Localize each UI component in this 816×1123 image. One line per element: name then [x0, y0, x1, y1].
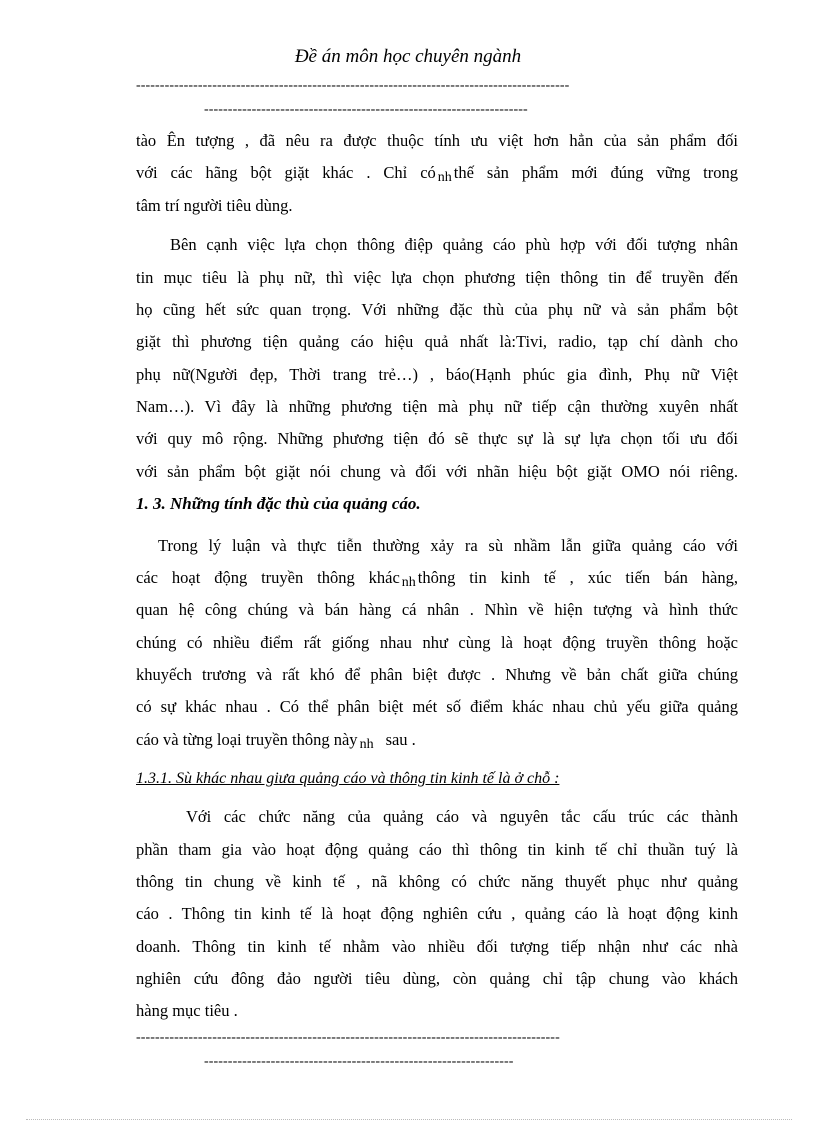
text-segment: với các hãng bột giặt khác . Chỉ có: [136, 163, 436, 182]
text-line: có sự khác nhau . Có thể phân biệt mét số điểm khác nhau chủ yếu giữa quảng: [136, 697, 738, 716]
text-line: phụ nữ(Người đẹp, Thời trang trẻ…) , báo(Hạnh phúc gia đình, Phụ nữ Việt: [136, 365, 738, 384]
text-line: phần tham gia vào hoạt động quảng cáo thì thông tin kinh tế chỉ thuần tuý là: [136, 840, 738, 859]
text-line: Nam…). Vì đây là những phương tiện mà phụ nữ tiếp cận thường xuyên nhất: [136, 397, 738, 416]
page-header-title: Đề án môn học chuyên ngành: [294, 46, 522, 67]
text-line: [136, 567, 738, 594]
text-segment: cáo và từng loại truyền thông này: [136, 730, 358, 749]
text-line: cáo . Thông tin kinh tế là hoạt động nghiên cứu , quảng cáo là hoạt động kinh: [136, 904, 738, 923]
text-segment: các hoạt động truyền thông khác: [136, 568, 400, 587]
text-line: Với các chức năng của quảng cáo và nguyên tắc cấu trúc các thành: [186, 807, 738, 826]
text-line: họ cũng hết sức quan trọng. Với những đặc thù của phụ nữ và sản phẩm bột: [136, 300, 738, 319]
page-bottom-border: [26, 1119, 792, 1120]
section-heading-1-3-1: 1.3.1. Sù khác nhau giưa quảng cáo và thông tin kinh tế là ở chỗ :: [136, 770, 560, 787]
text-line: tâm trí người tiêu dùng.: [136, 196, 293, 215]
header-rule-1: -------------------------------------------------------------------------------------------: [136, 78, 570, 93]
text-segment: sau .: [385, 730, 416, 749]
footer-rule-2: -----------------------------------------------------------------: [204, 1054, 514, 1069]
text-line: chúng có nhiều điểm rất giống nhau như cùng là hoạt động truyền thông hoặc: [136, 633, 738, 652]
text-segment: nh: [359, 737, 374, 752]
text-line: tào Ên tượng , đã nêu ra được thuộc tính ưu việt hơn hẳn của sản phẩm đối: [136, 131, 738, 150]
footer-rule-1: -----------------------------------------------------------------------------------------: [136, 1030, 560, 1045]
text-line: thông tin chung về kinh tế , nã không có chức năng thuyết phục như quảng: [136, 872, 738, 891]
text-line: tin mục tiêu là phụ nữ, thì việc lựa chọn phương tiện thông tin để truyền đến: [136, 268, 738, 287]
text-segment: thế sản phẩm mới đúng vững trong: [453, 163, 738, 182]
text-line: [136, 729, 738, 756]
text-line: quan hệ công chúng và bán hàng cá nhân . Nhìn về hiện tượng và hình thức: [136, 600, 738, 619]
text-line: với sản phẩm bột giặt nói chung và đối với nhãn hiệu bột giặt OMO nói riêng.: [136, 462, 738, 481]
text-line: với quy mô rộng. Những phương tiện đó sẽ thực sự là sự lựa chọn tối ưu đối: [136, 429, 738, 448]
text-line: khuyếch trương và rất khó để phân biệt được . Nhưng về bản chất giữa chúng: [136, 665, 738, 684]
header-rule-2: --------------------------------------------------------------------: [204, 102, 528, 117]
text-segment: nh: [401, 575, 416, 590]
text-segment: nh: [437, 170, 452, 185]
text-line: nghiên cứu đông đảo người tiêu dùng, còn quảng chỉ tập chung vào khách: [136, 969, 738, 988]
text-line: hàng mục tiêu .: [136, 1001, 238, 1020]
text-line: Bên cạnh việc lựa chọn thông điệp quảng cáo phù hợp với đối tượng nhân: [170, 235, 738, 254]
text-line: giặt thì phương tiện quảng cáo hiệu quả nhất là:Tivi, radio, tạp chí dành cho: [136, 332, 738, 351]
text-line: [136, 162, 738, 189]
text-line: doanh. Thông tin kinh tế nhằm vào nhiều đối tượng tiếp nhận như các nhà: [136, 937, 738, 956]
text-segment: thông tin kinh tế , xúc tiến bán hàng,: [417, 568, 738, 587]
section-heading-1-3: 1. 3. Những tính đặc thù của quảng cáo.: [136, 494, 421, 513]
text-line: Trong lý luận và thực tiễn thường xảy ra sù nhầm lẫn giữa quảng cáo với: [158, 536, 738, 555]
